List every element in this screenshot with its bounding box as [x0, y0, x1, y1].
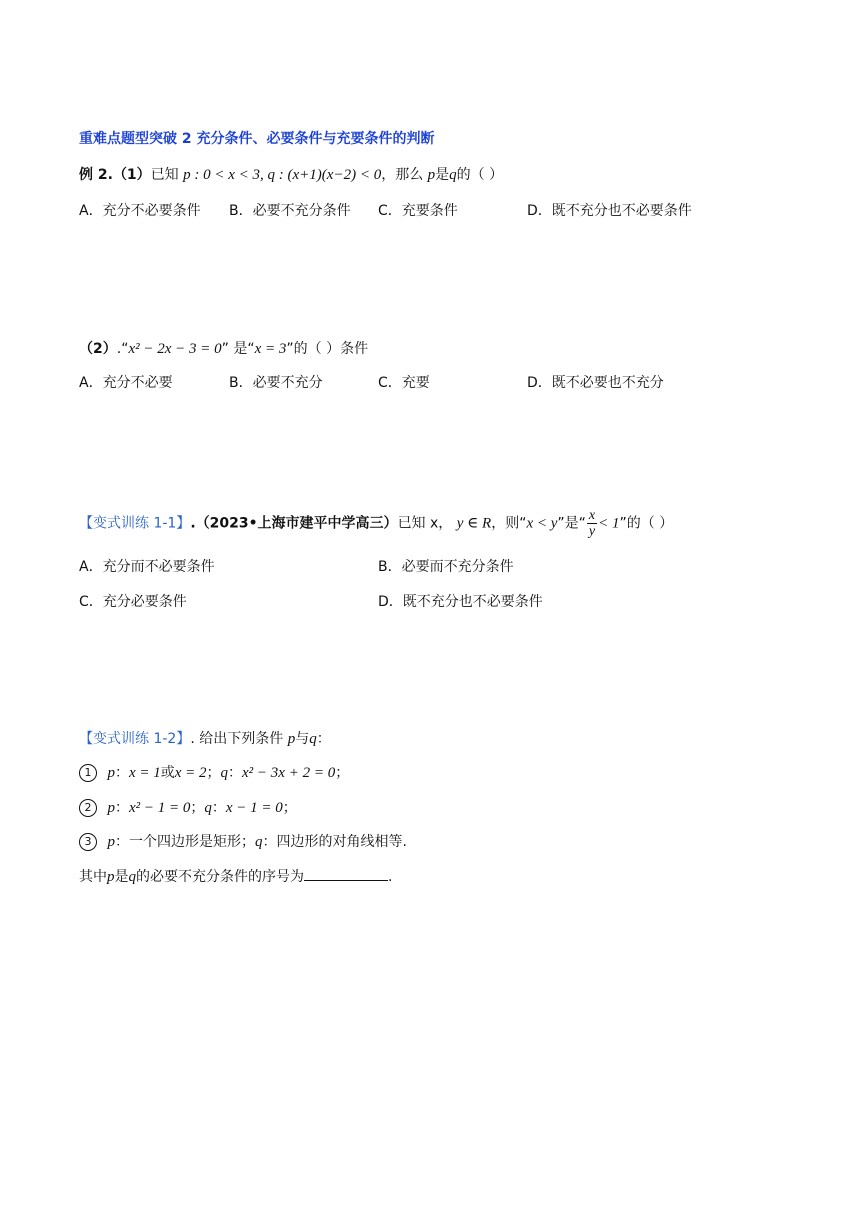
condition-item-3: [79, 831, 407, 851]
source-text: .（2023•上海市建平中学高三）: [190, 515, 398, 532]
condition-formula: p : 0 < x < 3, q : (x+1)(x−2) < 0: [183, 167, 382, 183]
option-a[interactable]: A．充分不必要条件: [79, 203, 201, 219]
var-q: q: [204, 800, 212, 816]
var-q: q: [254, 834, 263, 850]
sep: ：: [114, 765, 129, 781]
answer-line: [79, 866, 392, 886]
option-d[interactable]: D．既不充分也不必要条件: [527, 203, 692, 219]
sep: ：: [228, 765, 243, 781]
var-q: q: [309, 731, 317, 747]
part-number: （2）: [79, 341, 117, 357]
var-p: p: [107, 834, 115, 850]
circled-number: 1: [79, 764, 97, 782]
mid-text: ” 是“: [221, 341, 255, 357]
equation-1: x² − 2x − 3 = 0: [128, 341, 222, 357]
lead-text: 其中: [79, 869, 107, 885]
end: ；: [282, 800, 297, 816]
variant-1-2-question: [79, 728, 331, 748]
colon-text: ：: [316, 731, 331, 747]
variant-1-1-question: [79, 508, 673, 539]
var-p: p: [427, 167, 436, 183]
circled-number: 2: [79, 799, 97, 817]
is-text: 是: [435, 167, 450, 183]
prefix-text: .“: [116, 341, 129, 357]
p-formula: x = 1: [128, 765, 161, 781]
tag-open: 【: [79, 515, 93, 532]
example-label: 例 2.: [79, 167, 113, 183]
tail-text: ，那么: [381, 167, 424, 183]
var-p: p: [107, 869, 115, 885]
then-text: ，则“: [491, 515, 527, 532]
condition-formula: x < y: [526, 515, 558, 532]
tag-close: 】: [176, 515, 191, 532]
q-formula: x − 1 = 0: [225, 800, 283, 816]
option-d[interactable]: D．既不必要也不充分: [527, 375, 664, 391]
fraction-tail: < 1: [598, 515, 620, 532]
sep: ；: [206, 765, 221, 781]
sep: ：: [114, 800, 129, 816]
circled-number: 3: [79, 833, 97, 851]
p-formula: x² − 1 = 0: [128, 800, 191, 816]
end-text: ”的（ ）: [619, 515, 674, 532]
lead-text: 已知: [150, 167, 179, 183]
option-a[interactable]: A．充分而不必要条件: [79, 559, 215, 575]
p-text: ：一个四边形是矩形；: [114, 834, 255, 850]
option-b[interactable]: B．必要而不充分条件: [378, 559, 514, 575]
var-q: q: [449, 167, 457, 183]
option-b[interactable]: B．必要不充分条件: [229, 203, 351, 219]
lead-text: 已知 x，: [397, 515, 453, 532]
fraction-numerator: x: [588, 508, 596, 523]
var-p: p: [107, 800, 115, 816]
tag-open: 【: [79, 731, 93, 747]
condition-item-2: [79, 797, 297, 817]
option-b[interactable]: B．必要不充分: [229, 375, 323, 391]
end-text: .: [388, 869, 393, 885]
or-text: 或: [160, 765, 175, 781]
set-formula: y ∈ R: [456, 515, 492, 532]
var-q: q: [220, 765, 229, 781]
q-text: ：四边形的对角线相等.: [262, 834, 407, 850]
sep: ：: [211, 800, 226, 816]
var-q: q: [128, 869, 136, 885]
var-p: p: [107, 765, 115, 781]
lead-text: . 给出下列条件: [190, 731, 284, 747]
is-text: ”是“: [557, 515, 586, 532]
example-2-part-2: [79, 338, 368, 358]
sep: ；: [190, 800, 205, 816]
end: ；: [335, 765, 350, 781]
is-text: 是: [114, 869, 129, 885]
var-p: p: [287, 731, 296, 747]
option-c[interactable]: C．充要条件: [378, 203, 458, 219]
condition-item-1: [79, 762, 349, 782]
fraction-denominator: y: [588, 524, 596, 539]
equation-2: x = 3: [254, 341, 287, 357]
answer-blank[interactable]: [304, 866, 388, 881]
fraction: [587, 508, 597, 539]
part-number: （1）: [112, 167, 151, 183]
option-a[interactable]: A．充分不必要: [79, 375, 173, 391]
and-text: 与: [295, 731, 310, 747]
suffix-text: ”的（ ）条件: [286, 341, 369, 357]
p-formula-2: x = 2: [174, 765, 207, 781]
variant-tag: 变式训练 1-1: [93, 515, 177, 532]
tag-close: 】: [176, 731, 191, 747]
option-c[interactable]: C．充分必要条件: [79, 594, 187, 610]
section-title: 重难点题型突破 2 充分条件、必要条件与充要条件的判断: [79, 131, 435, 147]
question-text: 的必要不充分条件的序号为: [136, 869, 304, 885]
of-text: 的（ ）: [456, 167, 504, 183]
example-2-part-1: [79, 164, 503, 184]
option-c[interactable]: C．充要: [378, 375, 430, 391]
q-formula: x² − 3x + 2 = 0: [242, 765, 336, 781]
variant-tag: 变式训练 1-2: [93, 731, 177, 747]
option-d[interactable]: D．既不充分也不必要条件: [378, 594, 543, 610]
